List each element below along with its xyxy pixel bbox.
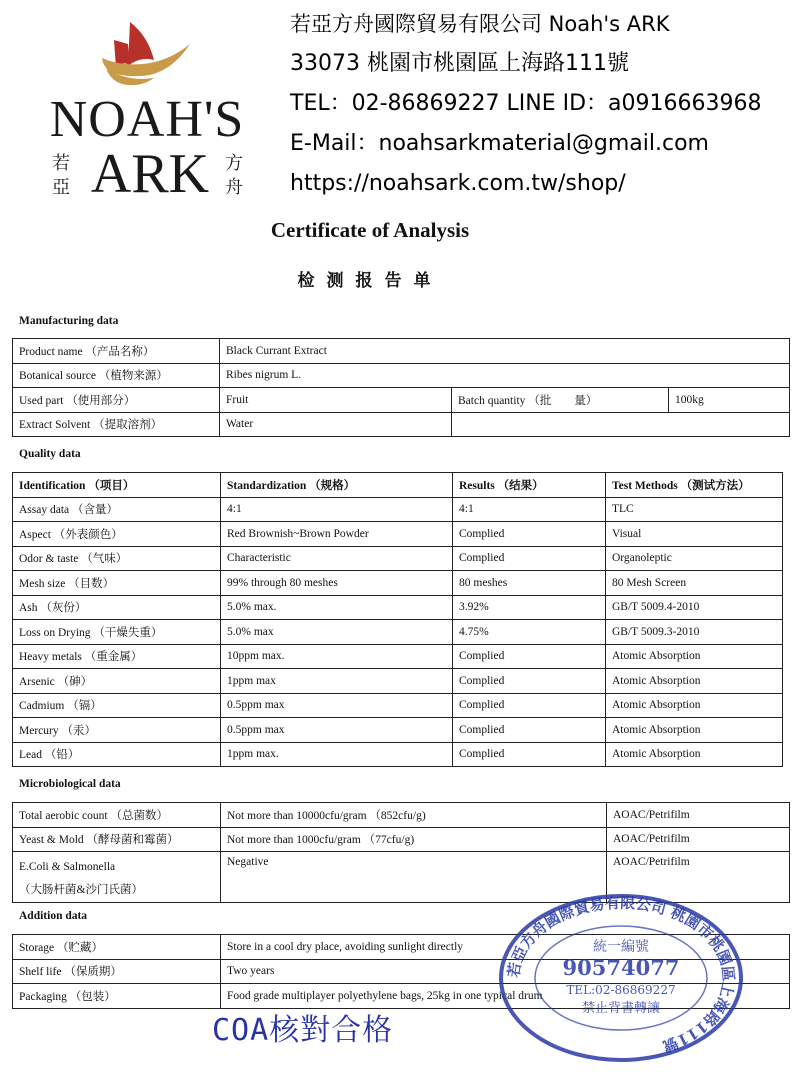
- stamp-line4: 禁止背書轉讓: [581, 1001, 661, 1016]
- micro-spec: Not more than 1000cfu/gram （77cfu/g): [221, 827, 607, 852]
- used-part-label: Used part （使用部分）: [13, 388, 220, 413]
- company-email: E-Mail：noahsarkmaterial@gmail.com: [290, 131, 709, 156]
- micro-item: E.Coli & Salmonella: [19, 861, 116, 873]
- shelf-life-label: Shelf life （保质期）: [13, 959, 221, 984]
- table-cell: 80 Mesh Screen: [606, 571, 783, 596]
- table-cell: Arsenic （砷）: [13, 669, 221, 694]
- botanical-source-label: Botanical source （植物来源）: [13, 363, 220, 388]
- table-cell: Odor & taste （气味）: [13, 546, 221, 571]
- table-cell: GB/T 5009.3-2010: [606, 620, 783, 645]
- manufacturing-table: [12, 338, 790, 437]
- table-cell: Complied: [453, 546, 606, 571]
- table-cell: Red Brownish~Brown Powder: [221, 522, 453, 547]
- letterhead: [0, 0, 800, 210]
- table-cell: TLC: [606, 497, 783, 522]
- brand-sub: ARK: [90, 143, 210, 199]
- table-row: [13, 546, 783, 571]
- product-name-label: Product name （产品名称）: [13, 339, 220, 364]
- table-cell: 1ppm max.: [221, 742, 453, 767]
- table-row: [13, 935, 790, 960]
- stamp-line1: 統一編號: [593, 939, 649, 955]
- packaging-label: Packaging （包装）: [13, 984, 221, 1009]
- micro-item: Total aerobic count （总菌数）: [13, 803, 221, 828]
- empty-cell: [452, 412, 790, 437]
- table-row: [13, 718, 783, 743]
- stamp-ring-text: 若亞方舟國際貿易有限公司 桃園市桃園區上海路111號: [504, 893, 738, 1056]
- table-cell: 5.0% max.: [221, 595, 453, 620]
- table-cell: Characteristic: [221, 546, 453, 571]
- table-row: [13, 984, 790, 1009]
- stamp-line2: 90574077: [562, 955, 680, 980]
- table-cell: Complied: [453, 693, 606, 718]
- table-cell: Atomic Absorption: [606, 718, 783, 743]
- table-cell: 99% through 80 meshes: [221, 571, 453, 596]
- noahs-ark-logo: [30, 14, 265, 199]
- table-cell: Atomic Absorption: [606, 669, 783, 694]
- table-cell: GB/T 5009.4-2010: [606, 595, 783, 620]
- document-subtitle: 检测报告单: [297, 271, 443, 291]
- table-row: [13, 595, 783, 620]
- table-cell: Cadmium （镉）: [13, 693, 221, 718]
- table-row: [13, 742, 783, 767]
- batch-quantity-label: Batch quantity （批 量）: [452, 388, 669, 413]
- table-cell: Complied: [453, 669, 606, 694]
- micro-item: Yeast & Mold （酵母菌和霉菌）: [13, 827, 221, 852]
- quality-section-label: Quality data: [19, 448, 81, 460]
- table-row: [13, 497, 783, 522]
- microbiological-section-label: Microbiological data: [19, 778, 121, 790]
- table-cell: Ash （灰份）: [13, 595, 221, 620]
- column-header: Standardization （规格）: [221, 473, 453, 498]
- storage-value: Store in a cool dry place, avoiding sunlight directly: [221, 935, 790, 960]
- table-row: [13, 852, 790, 903]
- company-website: https://noahsark.com.tw/shop/: [290, 171, 626, 196]
- extract-solvent-label: Extract Solvent （提取溶剂）: [13, 412, 220, 437]
- brand-cn-right-2: 舟: [225, 177, 243, 198]
- table-cell: 4:1: [453, 497, 606, 522]
- table-cell: Atomic Absorption: [606, 693, 783, 718]
- table-cell: Organoleptic: [606, 546, 783, 571]
- column-header: Test Methods （测试方法）: [606, 473, 783, 498]
- table-row: [13, 803, 790, 828]
- company-address: 33073 桃園市桃園區上海路111號: [290, 51, 629, 76]
- table-cell: Mercury （汞）: [13, 718, 221, 743]
- table-cell: Aspect （外表颜色）: [13, 522, 221, 547]
- manufacturing-section-label: Manufacturing data: [19, 315, 119, 327]
- company-name: 若亞方舟國際貿易有限公司 Noah's ARK: [290, 12, 670, 36]
- batch-quantity-value: 100kg: [669, 388, 790, 413]
- company-phone: TEL：02-86869227 LINE ID：a0916663968: [290, 91, 762, 116]
- table-row: [13, 571, 783, 596]
- table-row: [13, 644, 783, 669]
- table-row: [13, 693, 783, 718]
- company-info: [290, 4, 761, 204]
- table-cell: Complied: [453, 718, 606, 743]
- micro-item-ecoli: [13, 852, 221, 903]
- table-cell: 10ppm max.: [221, 644, 453, 669]
- table-row: [13, 363, 790, 388]
- stamp-line3: TEL:02-86869227: [566, 983, 676, 997]
- table-row: [13, 620, 783, 645]
- table-cell: 80 meshes: [453, 571, 606, 596]
- brand-main: NOAH'S: [49, 91, 245, 148]
- table-row: [13, 388, 790, 413]
- table-row: [13, 669, 783, 694]
- document-title: Certificate of Analysis: [270, 218, 470, 242]
- table-cell: Assay data （含量）: [13, 497, 221, 522]
- table-row: [13, 412, 790, 437]
- coa-verified-note: COA核對合格: [212, 1013, 394, 1048]
- table-cell: Complied: [453, 522, 606, 547]
- table-cell: Heavy metals （重金属）: [13, 644, 221, 669]
- quality-table: [12, 472, 783, 767]
- micro-spec: Negative: [221, 852, 607, 903]
- table-cell: Atomic Absorption: [606, 742, 783, 767]
- packaging-value: Food grade multiplayer polyethylene bags, 25kg in one typical drum: [221, 984, 790, 1009]
- product-name-value: Black Currant Extract: [220, 339, 790, 364]
- shelf-life-value: Two years: [221, 959, 790, 984]
- table-cell: Complied: [453, 644, 606, 669]
- column-header: Identification （项目）: [13, 473, 221, 498]
- table-cell: Mesh size （目数）: [13, 571, 221, 596]
- table-cell: Loss on Drying （干燥失重）: [13, 620, 221, 645]
- table-cell: 1ppm max: [221, 669, 453, 694]
- table-cell: 4:1: [221, 497, 453, 522]
- microbiological-table: [12, 802, 790, 903]
- botanical-source-value: Ribes nigrum L.: [220, 363, 790, 388]
- brand-cn-left-1: 若: [52, 153, 70, 174]
- table-row: [13, 827, 790, 852]
- quality-table-body: [13, 473, 783, 767]
- used-part-value: Fruit: [220, 388, 452, 413]
- table-header-row: [13, 473, 783, 498]
- table-row: [13, 959, 790, 984]
- brand-cn-left-2: 亞: [52, 177, 70, 198]
- column-header: Results （结果）: [453, 473, 606, 498]
- table-cell: Visual: [606, 522, 783, 547]
- table-cell: Atomic Absorption: [606, 644, 783, 669]
- brand-cn-right-1: 方: [225, 153, 243, 174]
- table-cell: 3.92%: [453, 595, 606, 620]
- table-cell: 0.5ppm max: [221, 718, 453, 743]
- extract-solvent-value: Water: [220, 412, 452, 437]
- storage-label: Storage （贮藏）: [13, 935, 221, 960]
- table-cell: Complied: [453, 742, 606, 767]
- table-cell: 0.5ppm max: [221, 693, 453, 718]
- addition-table: [12, 934, 790, 1009]
- micro-method: AOAC/Petrifilm: [607, 803, 790, 828]
- micro-method: AOAC/Petrifilm: [607, 827, 790, 852]
- addition-section-label: Addition data: [19, 910, 88, 922]
- micro-spec: Not more than 10000cfu/gram （852cfu/g): [221, 803, 607, 828]
- table-cell: 5.0% max: [221, 620, 453, 645]
- sail-icon: [128, 22, 154, 66]
- table-row: [13, 339, 790, 364]
- micro-item-cn: （大肠杆菌&沙门氏菌）: [19, 884, 143, 896]
- table-cell: 4.75%: [453, 620, 606, 645]
- table-cell: Lead （铅）: [13, 742, 221, 767]
- micro-method: AOAC/Petrifilm: [607, 852, 790, 903]
- table-row: [13, 522, 783, 547]
